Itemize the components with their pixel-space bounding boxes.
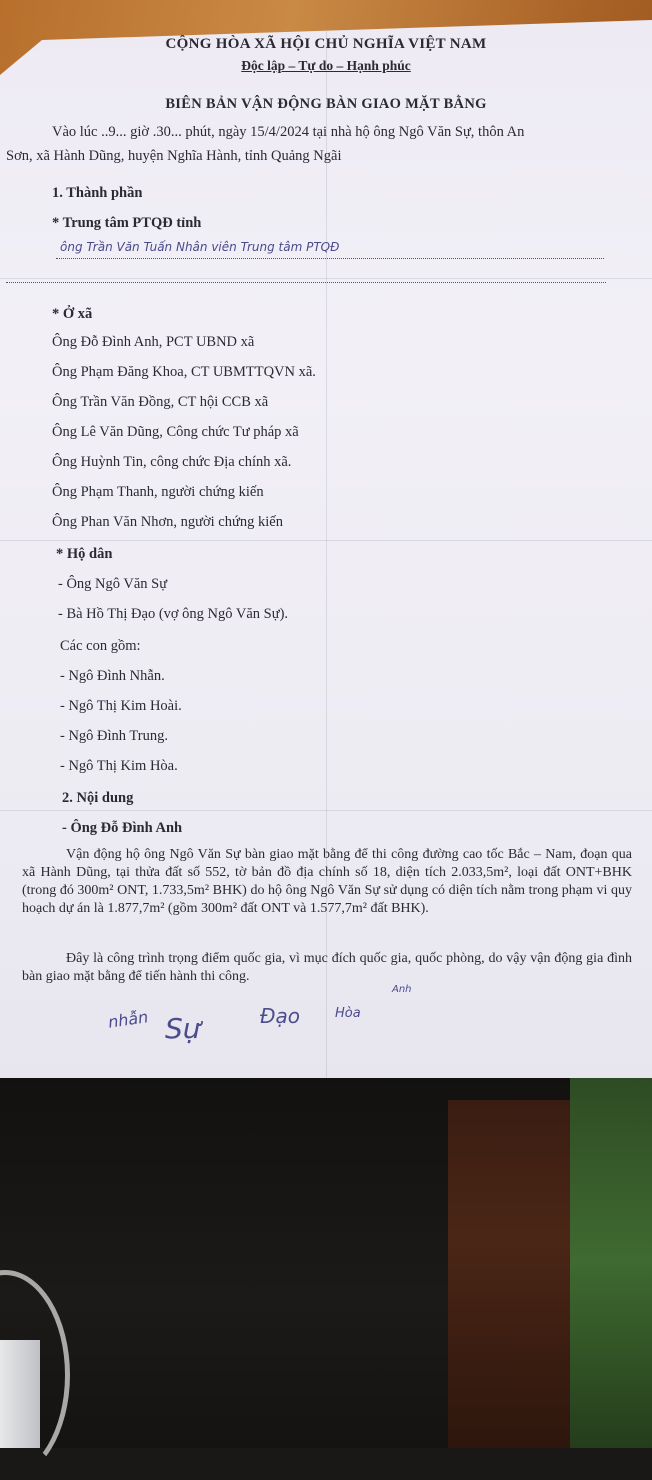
- motto: Độc lập – Tự do – Hạnh phúc: [241, 58, 411, 73]
- document-title: BIÊN BẢN VẬN ĐỘNG BÀN GIAO MẶT BẰNG: [165, 96, 487, 112]
- commune-member: Ông Lê Văn Dũng, Công chức Tư pháp xã: [52, 424, 299, 440]
- signature-hoa: Hòa: [335, 1006, 361, 1021]
- center-handwritten-entry: ông Trần Văn Tuấn Nhân viên Trung tâm PTQĐ: [60, 240, 340, 254]
- section-1-heading: 1. Thành phần: [52, 185, 143, 201]
- dotted-line: [56, 258, 604, 259]
- child-item: - Ngô Thị Kim Hòa.: [60, 758, 178, 774]
- national-name: CỘNG HÒA XÃ HỘI CHỦ NGHĨA VIỆT NAM: [165, 36, 487, 52]
- commune-member: Ông Phạm Đăng Khoa, CT UBMTTQVN xã.: [52, 364, 316, 380]
- household-member: - Ông Ngô Văn Sự: [58, 576, 168, 592]
- content-paragraph-2: Đây là công trình trọng điểm quốc gia, vì mục đích quốc gia, quốc phòng, do vậy vận động gia đình bàn giao mặt bằng để tiến hành thi công.: [22, 951, 632, 984]
- household-member: - Bà Hồ Thị Đạo (vợ ông Ngô Văn Sự).: [58, 606, 289, 622]
- content-paragraph-1: Vận động hộ ông Ngô Văn Sự bàn giao mặt bằng để thi công đường cao tốc Bắc – Nam, đoạn qua xã Hành Dũng, tại thửa đất số 552, tờ bản đồ địa chính số 18, diện tích 2.033,5m², loại đất ONT+BHK (trong đó 300m² ONT, 1.733,5m² BHK) do hộ ông Ngô Văn Sự sử dụng có diện tích nằm trong phạm vi quy hoạch dự án là 1.877,7m² (gồm 300m² đất ONT và 1.577,7m² đất BHK).: [22, 847, 632, 916]
- signature-anh: Anh: [392, 984, 412, 995]
- commune-member: Ông Phạm Thanh, người chứng kiến: [52, 484, 264, 500]
- intro-line-2: Sơn, xã Hành Dũng, huyện Nghĩa Hành, tỉnh Quảng Ngãi: [6, 148, 342, 164]
- white-object-background: [0, 1340, 40, 1448]
- children-label: Các con gồm:: [60, 638, 141, 654]
- signature-su: Sự: [165, 1012, 201, 1045]
- center-heading: * Trung tâm PTQĐ tỉnh: [52, 215, 202, 231]
- speaker-heading: - Ông Đỗ Đình Anh: [62, 820, 183, 836]
- commune-member: Ông Phan Văn Nhơn, người chứng kiến: [52, 514, 283, 530]
- commune-member: Ông Huỳnh Tin, công chức Địa chính xã.: [52, 454, 292, 470]
- brown-object-background: [448, 1100, 576, 1448]
- child-item: - Ngô Đình Nhẫn.: [60, 668, 165, 684]
- signature-dao: Đạo: [260, 1004, 300, 1028]
- commune-heading: * Ở xã: [52, 306, 93, 322]
- household-heading: * Hộ dân: [56, 546, 113, 562]
- dotted-line: [6, 282, 606, 283]
- child-item: - Ngô Đình Trung.: [60, 728, 168, 744]
- fold-crease: [326, 20, 327, 1078]
- section-2-heading: 2. Nội dung: [62, 790, 134, 806]
- intro-line-1: Vào lúc ..9... giờ .30... phút, ngày 15/4/2024 tại nhà hộ ông Ngô Văn Sự, thôn An: [52, 124, 525, 140]
- signature-nhan: nhẫn: [106, 1007, 150, 1032]
- commune-member: Ông Đỗ Đình Anh, PCT UBND xã: [52, 334, 255, 350]
- child-item: - Ngô Thị Kim Hoài.: [60, 698, 182, 714]
- commune-member: Ông Trần Văn Đồng, CT hội CCB xã: [52, 394, 269, 410]
- green-object-background: [570, 1075, 652, 1448]
